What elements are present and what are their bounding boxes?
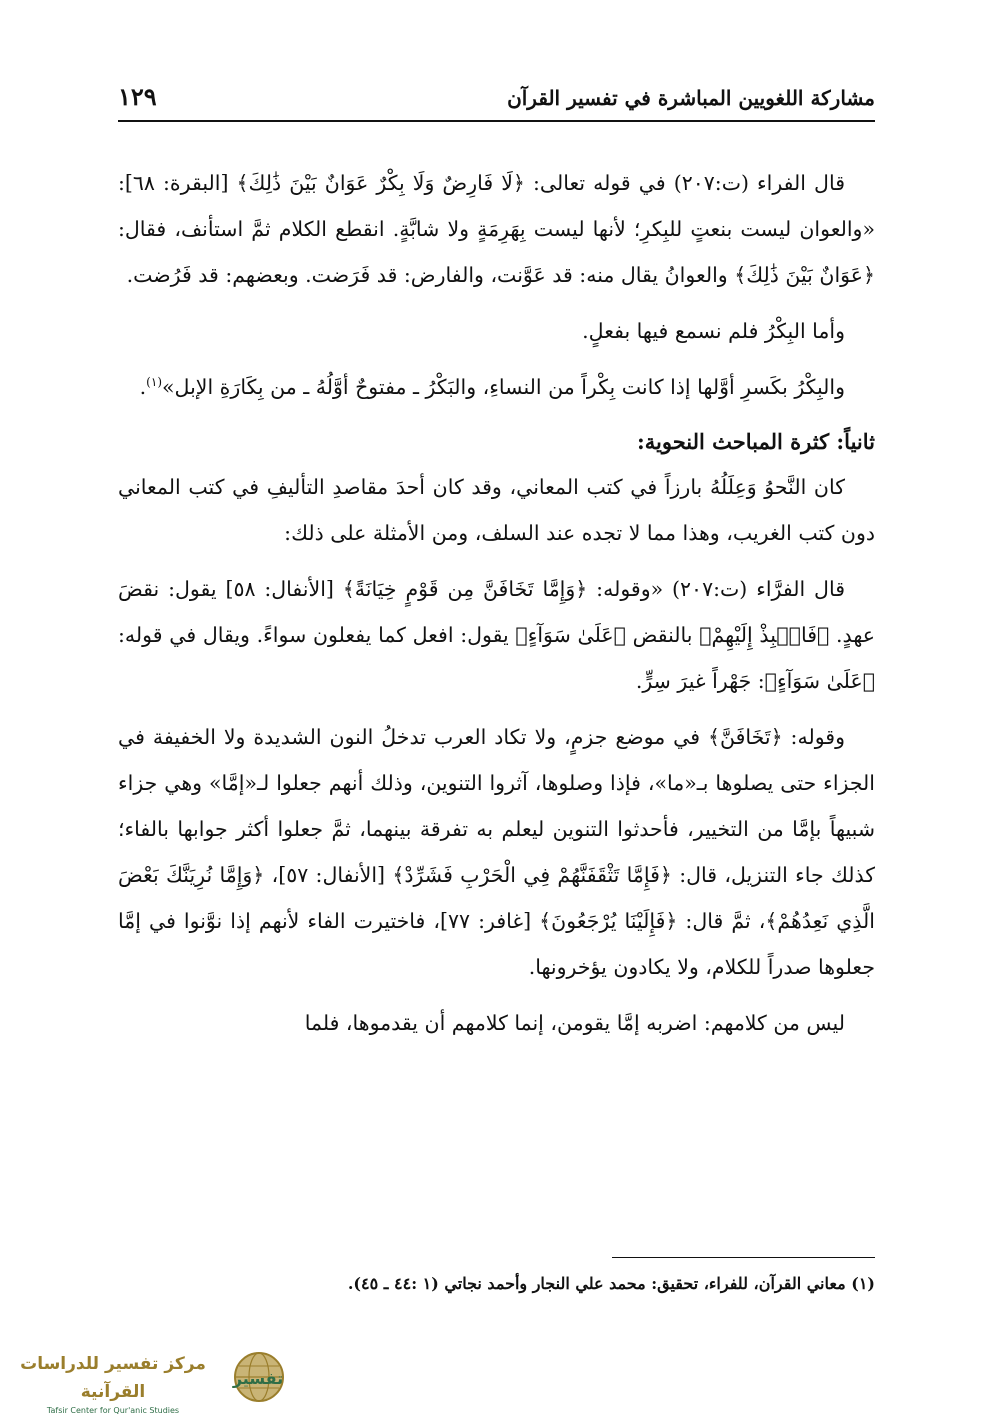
header-title: مشاركة اللغويين المباشرة في تفسير القرآن <box>507 86 875 110</box>
footnote-marker[interactable]: (١) <box>146 375 162 390</box>
paragraph-bikr-vowel <box>118 364 875 410</box>
logo-arabic-name: مركز تفسير للدراسات القرآنية <box>20 1354 206 1402</box>
footnote-number: (١) <box>851 1274 875 1293</box>
paragraph-farra-quote: قال الفراء (ت:٢٠٧) في قوله تعالى: ﴿لَا فَارِضٌ وَلَا بِكْرٌ عَوَانٌ بَيْنَ ذَٰلِكَ﴾ [البقرة: ٦٨]: «والعوان ليست بنعتٍ للبِكرِ؛ لأنها ليست بِهَرِمَةٍ ولا شابَّةٍ. انقطع الكلام ثمَّ استأنف، فقال: ﴿عَوَانٌ بَيْنَ ذَٰلِكَ﴾ والعوانُ يقال منه: قد عَوَّنت، والفارض: قد فَرَضت. وبعضهم: قد فَرُضت. <box>118 171 875 287</box>
paragraph-takhafanna: وقوله: ﴿تَخَافَنَّ﴾ في موضع جزمٍ، ولا تكاد العرب تدخلُ النون الشديدة ولا الخفيفة في الجزاء حتى يصلوها بـ«ما»، فإذا وصلوها، آثروا التنوين، وذلك أنهم جعلوا لـ«إمَّا» وهي جزاء شبيهاً بإمَّا من التخيير، فأحدثوا التنوين ليعلم به تفرقة بينهما، ثمَّ جعلوا أكثر جوابها بالفاء؛ كذلك جاء التنزيل، قال: ﴿فَإِمَّا تَثْقَفَنَّهُمْ فِي الْحَرْبِ فَشَرِّدْ﴾ [الأنفال: ٥٧]، ﴿وَإِمَّا نُرِيَنَّكَ بَعْضَ الَّذِي نَعِدُهُمْ﴾، ثمَّ قال: ﴿فَإِلَيْنَا يُرْجَعُونَ﴾ [غافر: ٧٧]، فاختيرت الفاء لأنهم إذا نوَّنوا في إمَّا جعلوها صدراً للكلام، ولا يكادون يؤخرونها. <box>118 725 876 979</box>
page-body <box>118 160 875 1056</box>
footnote-divider <box>612 1257 875 1258</box>
tafsir-center-logo <box>8 1348 298 1415</box>
section-heading: ثانياً: كثرة المباحث النحوية: <box>637 429 875 454</box>
paragraph-bikr-vowel-end: . <box>139 375 147 399</box>
page-number: ١٢٩ <box>118 82 157 111</box>
logo-english-name: Tafsir Center for Qur'anic Studies <box>46 1406 180 1415</box>
logo-mark-text: تفسير <box>232 1369 284 1388</box>
paragraph-bikr-vowel-text: والبِكْرُ بكَسرِ أوَّلها إذا كانت بِكْراً من النساءِ، والبَكْرُ ـ مفتوحٌ أوَّلُهُ ـ من بِكَارَةِ الإبل» <box>162 375 845 399</box>
footnote-text: معاني القرآن، للفراء، تحقيق: محمد علي النجار وأحمد نجاتي (١ :٤٤ ـ ٤٥). <box>347 1274 846 1293</box>
paragraph-nahw-intro: كان النَّحوُ وَعِلَلُهُ بارزاً في كتب المعاني، وقد كان أحدَ مقاصدِ التأليفِ في كتب المعاني دون كتب الغريب، وهذا مما لا تجده عند السلف، ومن الأمثلة على ذلك: <box>118 475 875 545</box>
paragraph-farra-example: قال الفرَّاء (ت:٢٠٧) «وقوله: ﴿وَإِمَّا تَخَافَنَّ مِن قَوْمٍ خِيَانَةً﴾ [الأنفال: ٥٨] يقول: نقضَ عهدٍ. ﴿فَانۢبِذْ إِلَيْهِمْ﴾ بالنقض ﴿عَلَىٰ سَوَآءٍ﴾ يقول: افعل كما يفعلون سواءً. ويقال في قوله: ﴿عَلَىٰ سَوَآءٍ﴾: جَهْراً غيرَ سِرٍّ. <box>118 577 875 693</box>
running-header <box>118 80 875 122</box>
logo-wordmark <box>8 1350 218 1415</box>
paragraph-bikr-verb: وأما البِكْرُ فلم نسمع فيها بفعلٍ. <box>582 319 845 343</box>
paragraph-laysa: ليس من كلامهم: اضربه إمَّا يقومن، إنما كلامهم أن يقدموها، فلما <box>304 1011 845 1035</box>
globe-logo-icon <box>223 1348 293 1406</box>
footnote <box>118 1274 875 1293</box>
